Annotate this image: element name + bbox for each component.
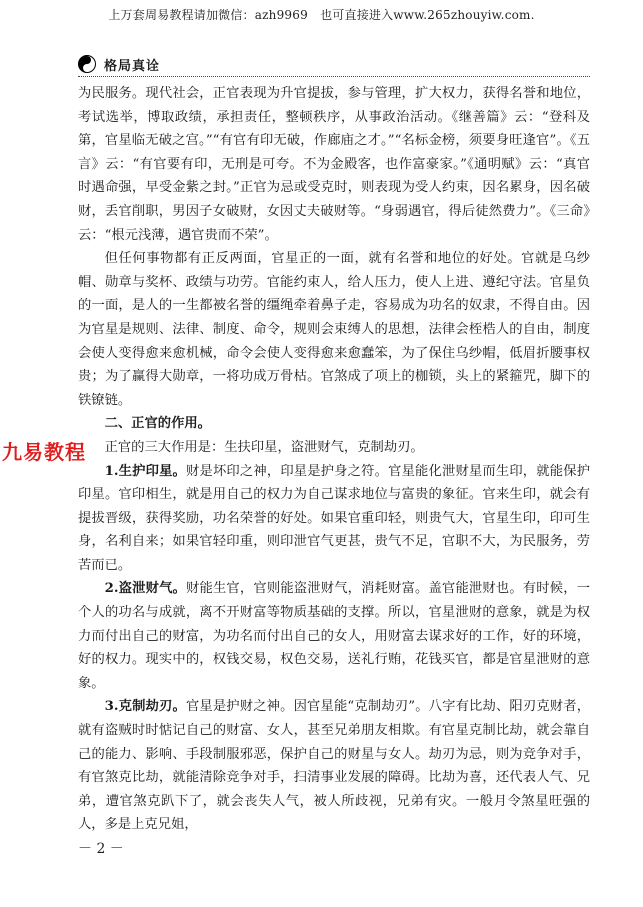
- header-divider: [78, 76, 590, 77]
- item-label: 3.克制劫刃。: [104, 699, 186, 715]
- watermark-logo: 九易教程: [2, 440, 86, 464]
- section-title: 格局真诠: [104, 58, 161, 74]
- item-text: 官星是护财之神。因官星能“克制劫刃”。八字有比劫、阳刃克财者，就有盗贼时时惦记自己的财富、女人，甚至兄弟朋友相欺。有官星克制比劫，就会靠自己的能力、影响、手段制服邪恶，保护自己的财星与女人。劫刃为忌，则为竞争对手，有官煞克比劫，就能清除竞争对手，扫清事业发展的障碍。比劫为喜，还代表人气、兄弟，遭官煞克趴下了，就会丧失人气，被人所歧视，兄弟有灾。一般月令煞星旺强的人，多是上克兄姐，: [78, 699, 590, 833]
- section-heading: 二、正官的作用。: [104, 416, 211, 432]
- paragraph-continued: 为民服务。现代社会，正官表现为升官提拔，参与管理，扩大权力，获得名誉和地位，考试选举，博取政绩，承担责任，整顿秩序，从事政治活动。《继善篇》云：“登科及第，官星临无破之宫。”“有官有印无破，作廊庙之才。”“名标金榜，须要身旺逢官”。《五言》云：“有官要有印，无刑是可夸。不为金殿客，也作富豪家。”《通明赋》云：“真官时遇命强，早受金紫之封。”正官为忌或受克时，则表现为受人约束，因名累身，因名破财，丢官削职，男因子女破财，女因丈夫破财等。“身弱遇官，得后徒然费力”。《三命》云：“根元浅薄，遇官贵而不荣”。: [78, 86, 590, 243]
- item-text: 财能生官，官则能盗泄财气，消耗财富。盖官能泄财也。有时候，一个人的功名与成就，离不开财富等物质基础的支撑。所以，官星泄财的意象，就是为权力而付出自己的财富，为功名而付出自己的女人，用财富去谋求好的工作，好的环境，好的权力。现实中的，权钱交易，权色交易，送礼行贿，花钱买官，都是官星泄财的意象。: [78, 581, 590, 691]
- top-banner: 上万套周易教程请加微信：azh9969 也可直接进入www.265zhouyiw.com.: [108, 8, 535, 22]
- list-item: [78, 577, 590, 695]
- intro-paragraph: 正官的三大作用是：生扶印星，盗泄财气，克制劫刃。: [104, 439, 424, 455]
- list-item: [78, 460, 590, 578]
- item-label: 1.生护印星。: [104, 463, 187, 479]
- page-body: [78, 82, 590, 837]
- paragraph: 但任何事物都有正反两面，官星正的一面，就有名誉和地位的好处。官就是乌纱帽、勋章与奖杯、政绩与功劳。官能约束人，给人压力，使人上进、遵纪守法。官星负的一面，是人的一生都被名誉的缰绳牵着鼻子走，容易成为功名的奴隶，不得自由。因为官星是规则、法律、制度、命令，规则会束缚人的思想，法律会桎梏人的自由，制度会使人变得愈来愈机械，命令会使人变得愈来愈蠢笨，为了保住乌纱帽，低眉折腰事权贵；为了赢得大勋章，一将功成万骨枯。官煞成了项上的枷锁，头上的紧箍咒，脚下的铁镣链。: [78, 251, 590, 408]
- item-label: 2.盗泄财气。: [104, 581, 187, 597]
- list-item: [78, 695, 590, 837]
- page-number: － 2 －: [78, 841, 124, 857]
- section-header: [78, 52, 160, 76]
- item-text: 财是坏印之神，印星是护身之符。官星能化泄财星而生印，就能保护印星。官印相生，就是用自己的权力为自己谋求地位与富贵的象征。官来生印，就会有提拔晋级，获得奖励，功名荣誉的好处。如果官重印轻，则贵气大，官星生印，印可生身，名利自来；如果官轻印重，则印泄官气更甚，贵气不足，官职不大，为民服务，劳苦而已。: [78, 463, 590, 573]
- yin-yang-icon: [78, 55, 96, 73]
